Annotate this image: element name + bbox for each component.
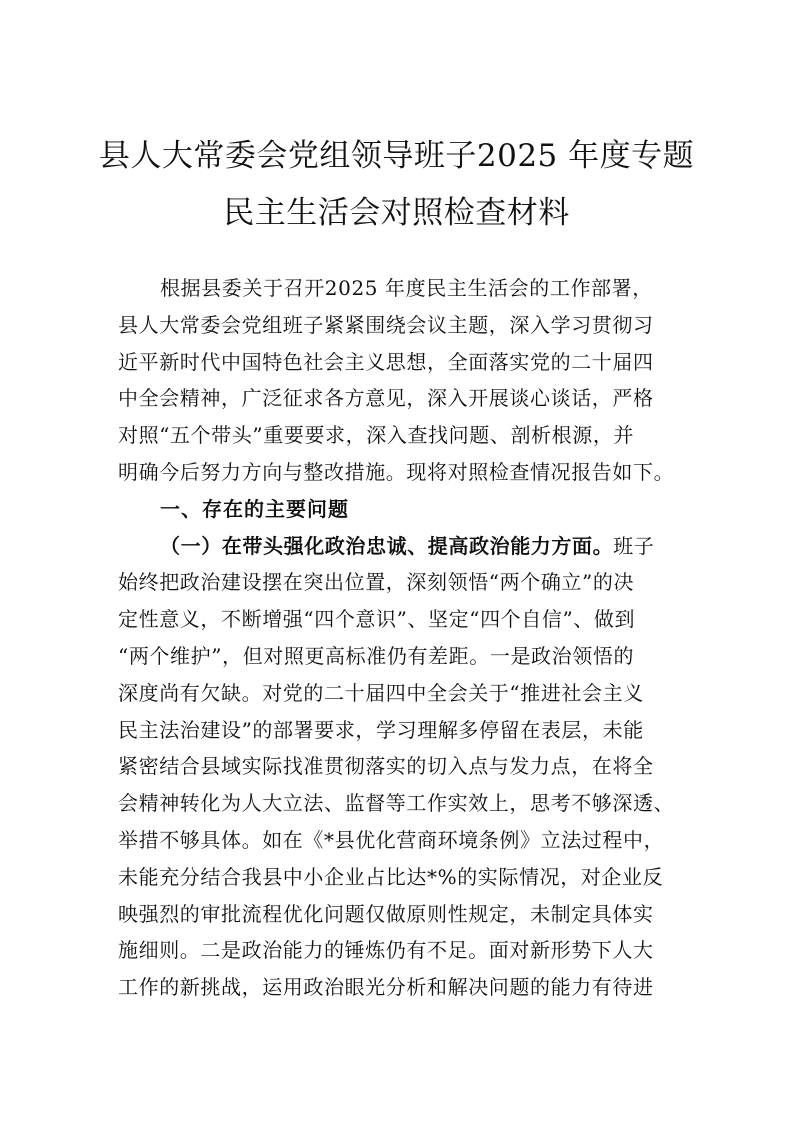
subsection-heading: （一）在带头强化政治忠诚、提高政治能力方面。 (160, 533, 614, 558)
body-line: 工作的新挑战，运用政治眼光分析和解决问题的能力有待进 (118, 975, 654, 1000)
body-line: 映强烈的审批流程优化问题仅做原则性规定，未制定具体实 (118, 901, 654, 926)
intro-line: 明确今后努力方向与整改措施。现将对照检查情况报告如下。 (118, 459, 675, 484)
body-line: “两个维护”，但对照更高标准仍有差距。一是政治领悟的 (118, 643, 635, 668)
body-line: 定性意义，不断增强“四个意识”、坚定“四个自信”、做到 (118, 607, 636, 632)
body-line: 始终把政治建设摆在突出位置，深刻领悟“两个确立”的决 (118, 570, 635, 595)
intro-line: 根据县委关于召开2025 年度民主生活会的工作部署， (160, 276, 653, 300)
body-line: 会精神转化为人大立法、监督等工作实效上，思考不够深透、 (118, 791, 675, 816)
document-title-line-2: 民主生活会对照检查材料 (223, 195, 570, 231)
section-heading: 一、存在的主要问题 (160, 496, 349, 521)
document-body (118, 270, 678, 1006)
intro-line: 对照“五个带头”重要要求，深入查找问题、剖析根源，并 (118, 423, 635, 448)
body-line: 施细则。二是政治能力的锤炼仍有不足。面对新形势下人大 (118, 938, 654, 963)
body-line: 举措不够具体。如在《*县优化营商环境条例》立法过程中， (118, 827, 665, 852)
intro-line: 县人大常委会党组班子紧紧围绕会议主题，深入学习贯彻习 (118, 312, 654, 337)
subsection-first-tail: 班子 (613, 533, 655, 558)
intro-line: 近平新时代中国特色社会主义思想，全面落实党的二十届四 (118, 349, 654, 374)
body-line: 未能充分结合我县中小企业占比达*%的实际情况，对企业反 (118, 864, 664, 889)
body-line: 民主法治建设”的部署要求，学习理解多停留在表层，未能 (118, 717, 644, 742)
subsection-heading-line (118, 528, 678, 565)
body-line: 深度尚有欠缺。对党的二十届四中全会关于“推进社会主义 (118, 680, 644, 705)
body-line: 紧密结合县域实际找准贯彻落实的切入点与发力点，在将全 (118, 754, 654, 779)
intro-line: 中全会精神，广泛征求各方意见，深入开展谈心谈话，严格 (118, 386, 654, 411)
document-title-line-1: 县人大常委会党组领导班子2025 年度专题 (98, 138, 695, 174)
